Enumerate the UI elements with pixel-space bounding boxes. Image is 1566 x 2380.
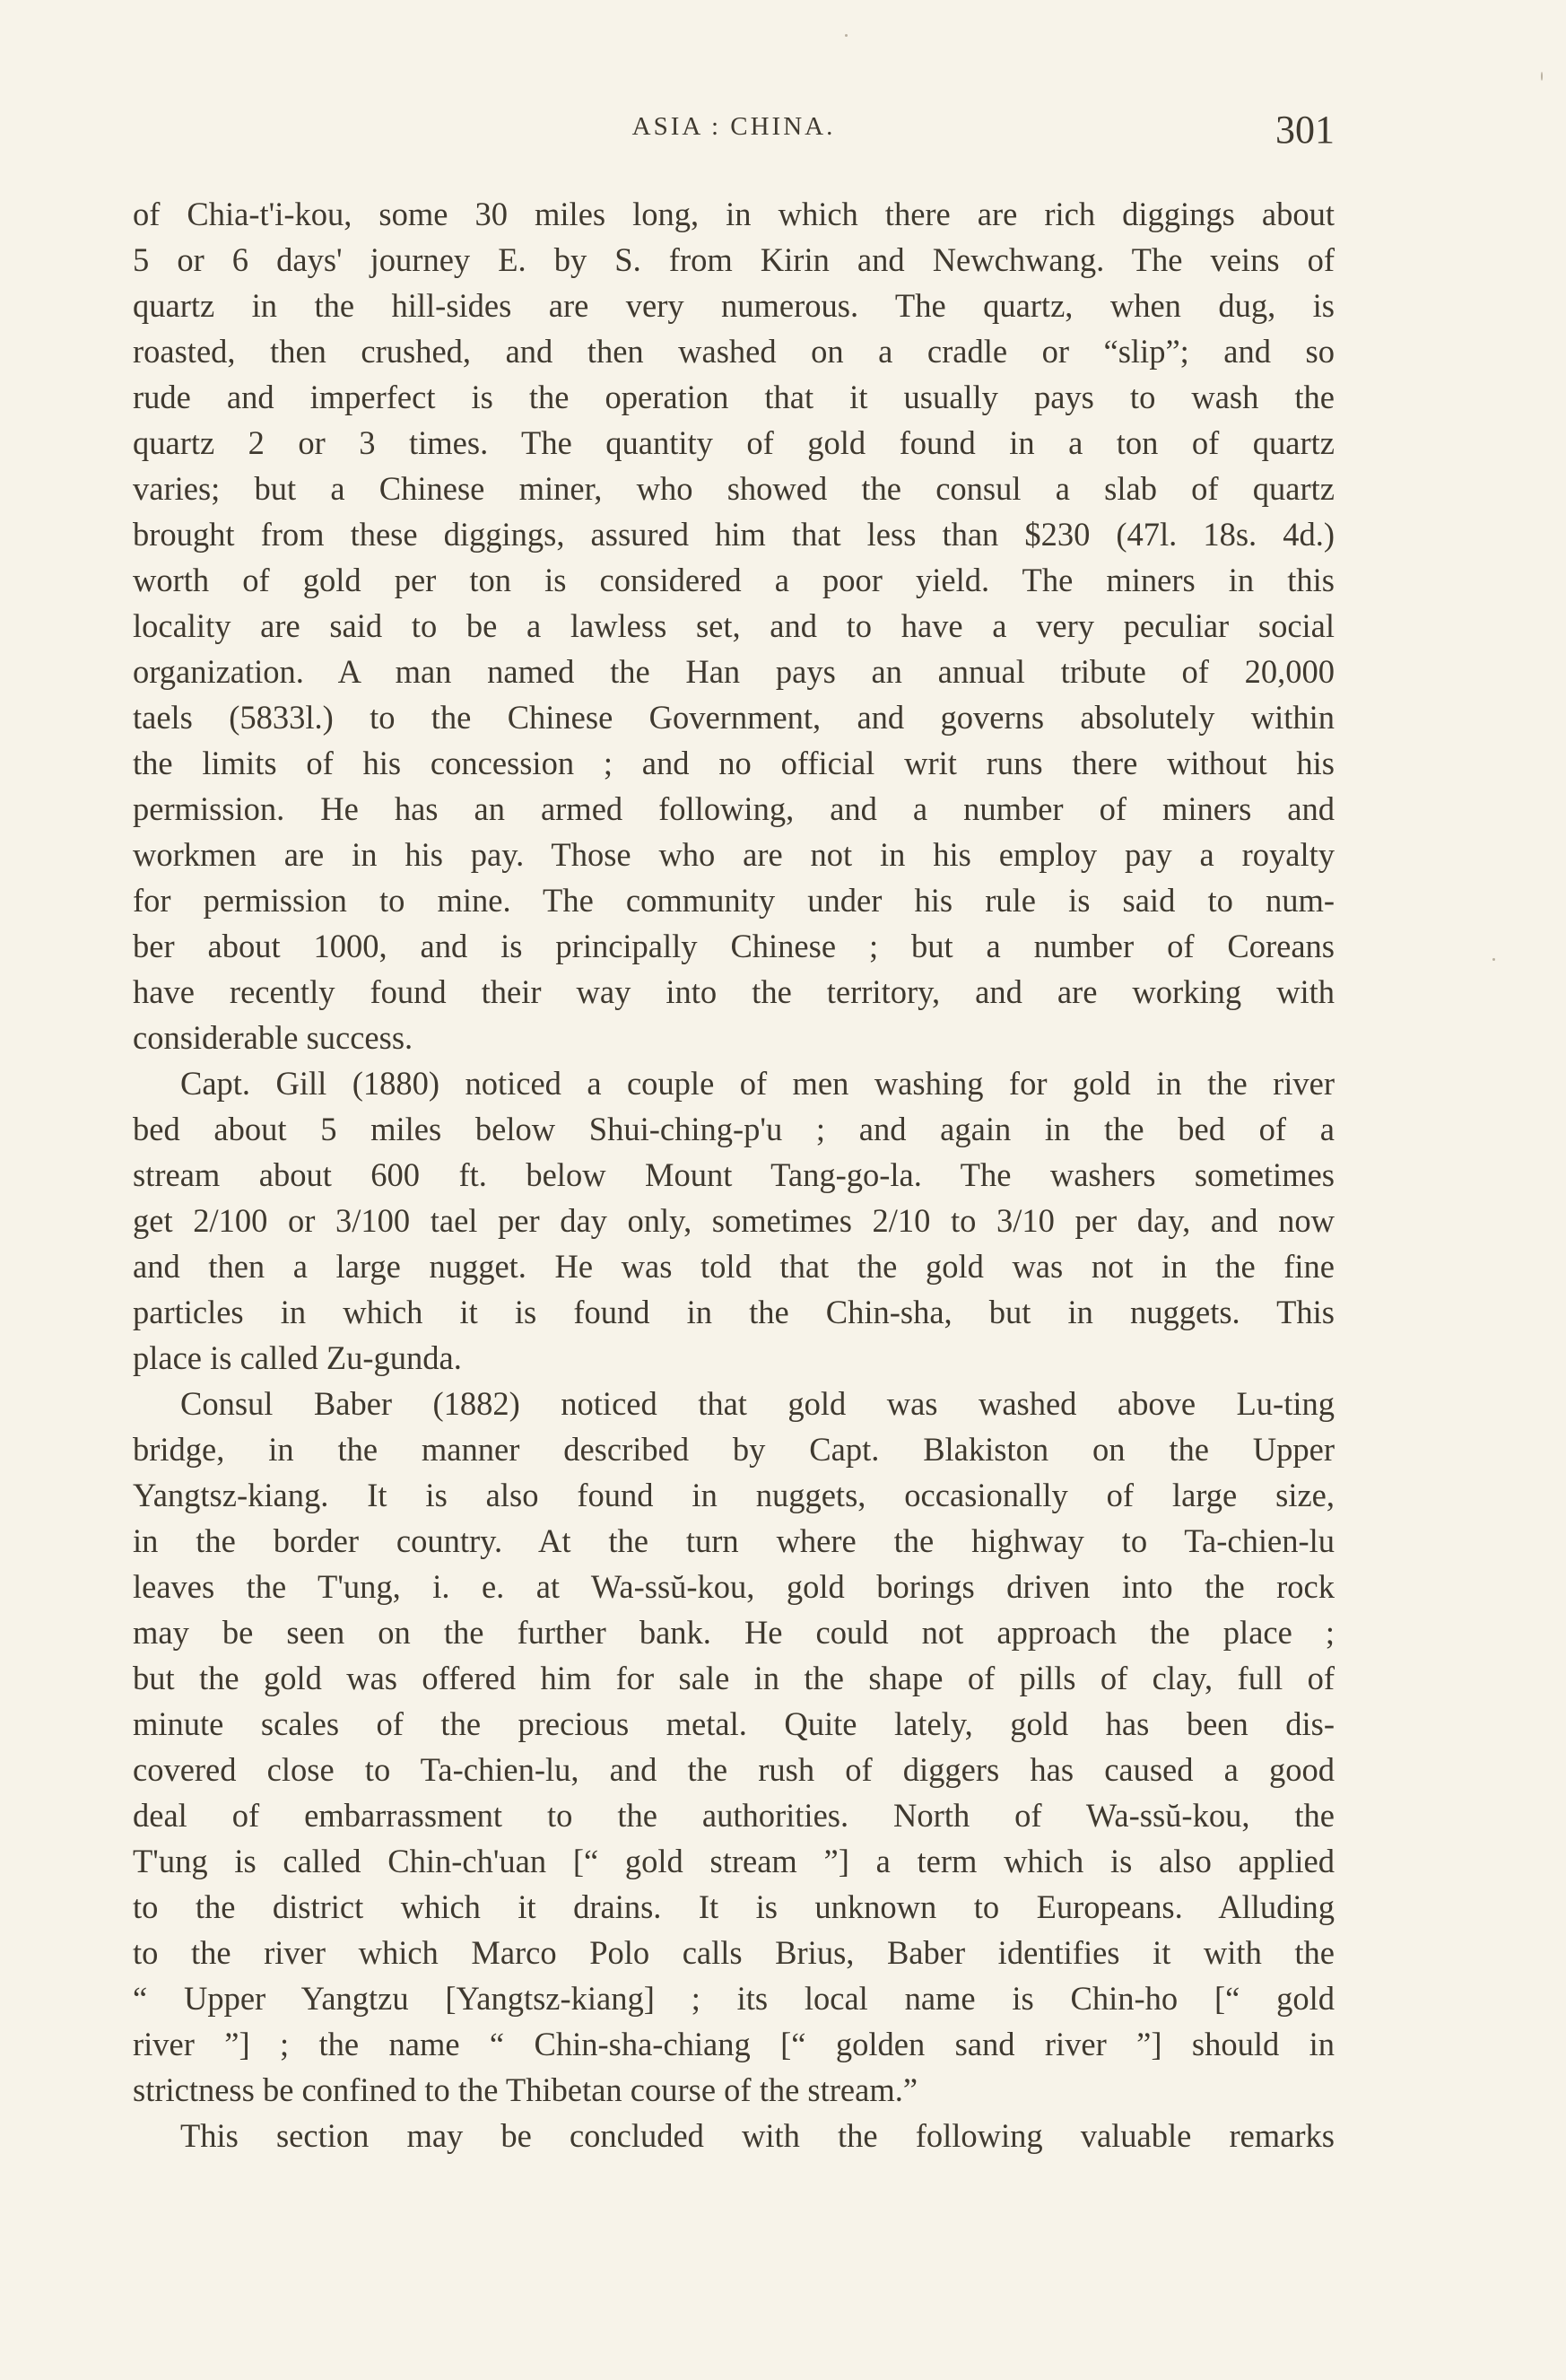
text-line: workmen are in his pay. Those who are not in his employ pay a royalty: [133, 836, 1335, 873]
text-line: river ”] ; the name “ Chin-sha-chiang [“ golden sand river ”] should in: [133, 2026, 1335, 2062]
text-line: quartz in the hill-sides are very numerous. The quartz, when dug, is: [133, 287, 1335, 324]
page-number: 301: [1275, 108, 1335, 152]
text-line: T'ung is called Chin-ch'uan [“ gold stream ”] a term which is also applied: [133, 1843, 1335, 1879]
text-line: the limits of his concession ; and no official writ runs there without his: [133, 745, 1335, 781]
running-title: ASIA : CHINA.: [631, 112, 836, 141]
paper-speck: [845, 34, 848, 37]
text-line: permission. He has an armed following, and a number of miners and: [133, 790, 1335, 827]
text-line: worth of gold per ton is considered a poor yield. The miners in this: [133, 562, 1335, 598]
text-line: Capt. Gill (1880) noticed a couple of men washing for gold in the river: [180, 1065, 1335, 1102]
paper-speck: [1492, 958, 1495, 961]
text-line: may be seen on the further bank. He could not approach the place ;: [133, 1614, 1335, 1651]
body-text: [133, 191, 1335, 2158]
text-line: for permission to mine. The community under his rule is said to num-: [133, 882, 1335, 919]
text-line: considerable success.: [133, 1019, 413, 1056]
text-line: 5 or 6 days' journey E. by S. from Kirin and Newchwang. The veins of: [133, 241, 1335, 278]
text-line: in the border country. At the turn where the highway to Ta-chien-lu: [133, 1522, 1335, 1559]
text-line: but the gold was offered him for sale in the shape of pills of clay, full of: [133, 1660, 1335, 1696]
text-line: get 2/100 or 3/100 tael per day only, sometimes 2/10 to 3/10 per day, and now: [133, 1202, 1335, 1239]
text-line: leaves the T'ung, i. e. at Wa-ssŭ-kou, gold borings driven into the rock: [133, 1568, 1335, 1605]
paragraph: [133, 1060, 1335, 1381]
text-line: place is called Zu-gunda.: [133, 1339, 462, 1376]
text-line: quartz 2 or 3 times. The quantity of gold found in a ton of quartz: [133, 424, 1335, 461]
text-line: of Chia-t'i-kou, some 30 miles long, in which there are rich diggings about: [133, 196, 1335, 232]
text-line: minute scales of the precious metal. Quite lately, gold has been dis-: [133, 1705, 1335, 1742]
text-line: roasted, then crushed, and then washed on a cradle or “slip”; and so: [133, 333, 1335, 370]
text-line: stream about 600 ft. below Mount Tang-go-la. The washers sometimes: [133, 1156, 1335, 1193]
paragraph: [133, 191, 1335, 1060]
paper-speck: [1541, 72, 1543, 81]
text-line: strictness be confined to the Thibetan course of the stream.”: [133, 2071, 918, 2108]
page-header: [133, 108, 1335, 166]
text-line: This section may be concluded with the following valuable remarks: [180, 2117, 1335, 2154]
text-line: brought from these diggings, assured him that less than $230 (47l. 18s. 4d.): [133, 516, 1335, 553]
text-line: to the river which Marco Polo calls Brius, Baber identifies it with the: [133, 1934, 1335, 1971]
text-line: ber about 1000, and is principally Chinese ; but a number of Coreans: [133, 928, 1335, 964]
text-line: taels (5833l.) to the Chinese Government, and governs absolutely within: [133, 699, 1335, 736]
paragraph: [133, 2113, 1335, 2158]
text-line: rude and imperfect is the operation that it usually pays to wash the: [133, 379, 1335, 415]
text-line: varies; but a Chinese miner, who showed the consul a slab of quartz: [133, 470, 1335, 507]
text-line: to the district which it drains. It is unknown to Europeans. Alluding: [133, 1888, 1335, 1925]
text-line: organization. A man named the Han pays an annual tribute of 20,000: [133, 653, 1335, 690]
text-line: covered close to Ta-chien-lu, and the rush of diggers has caused a good: [133, 1751, 1335, 1788]
text-line: bed about 5 miles below Shui-ching-p'u ; and again in the bed of a: [133, 1111, 1335, 1147]
paragraph: [133, 1381, 1335, 2113]
text-line: “ Upper Yangtzu [Yangtsz-kiang] ; its local name is Chin-ho [“ gold: [133, 1980, 1335, 2017]
text-line: and then a large nugget. He was told that the gold was not in the fine: [133, 1248, 1335, 1285]
text-line: locality are said to be a lawless set, and to have a very peculiar social: [133, 607, 1335, 644]
text-line: Consul Baber (1882) noticed that gold was washed above Lu-ting: [180, 1385, 1335, 1422]
text-line: Yangtsz-kiang. It is also found in nuggets, occasionally of large size,: [133, 1477, 1335, 1513]
text-line: bridge, in the manner described by Capt. Blakiston on the Upper: [133, 1431, 1335, 1468]
text-line: have recently found their way into the territory, and are working with: [133, 973, 1335, 1010]
text-line: particles in which it is found in the Chin-sha, but in nuggets. This: [133, 1294, 1335, 1330]
text-line: deal of embarrassment to the authorities. North of Wa-ssŭ-kou, the: [133, 1797, 1335, 1834]
